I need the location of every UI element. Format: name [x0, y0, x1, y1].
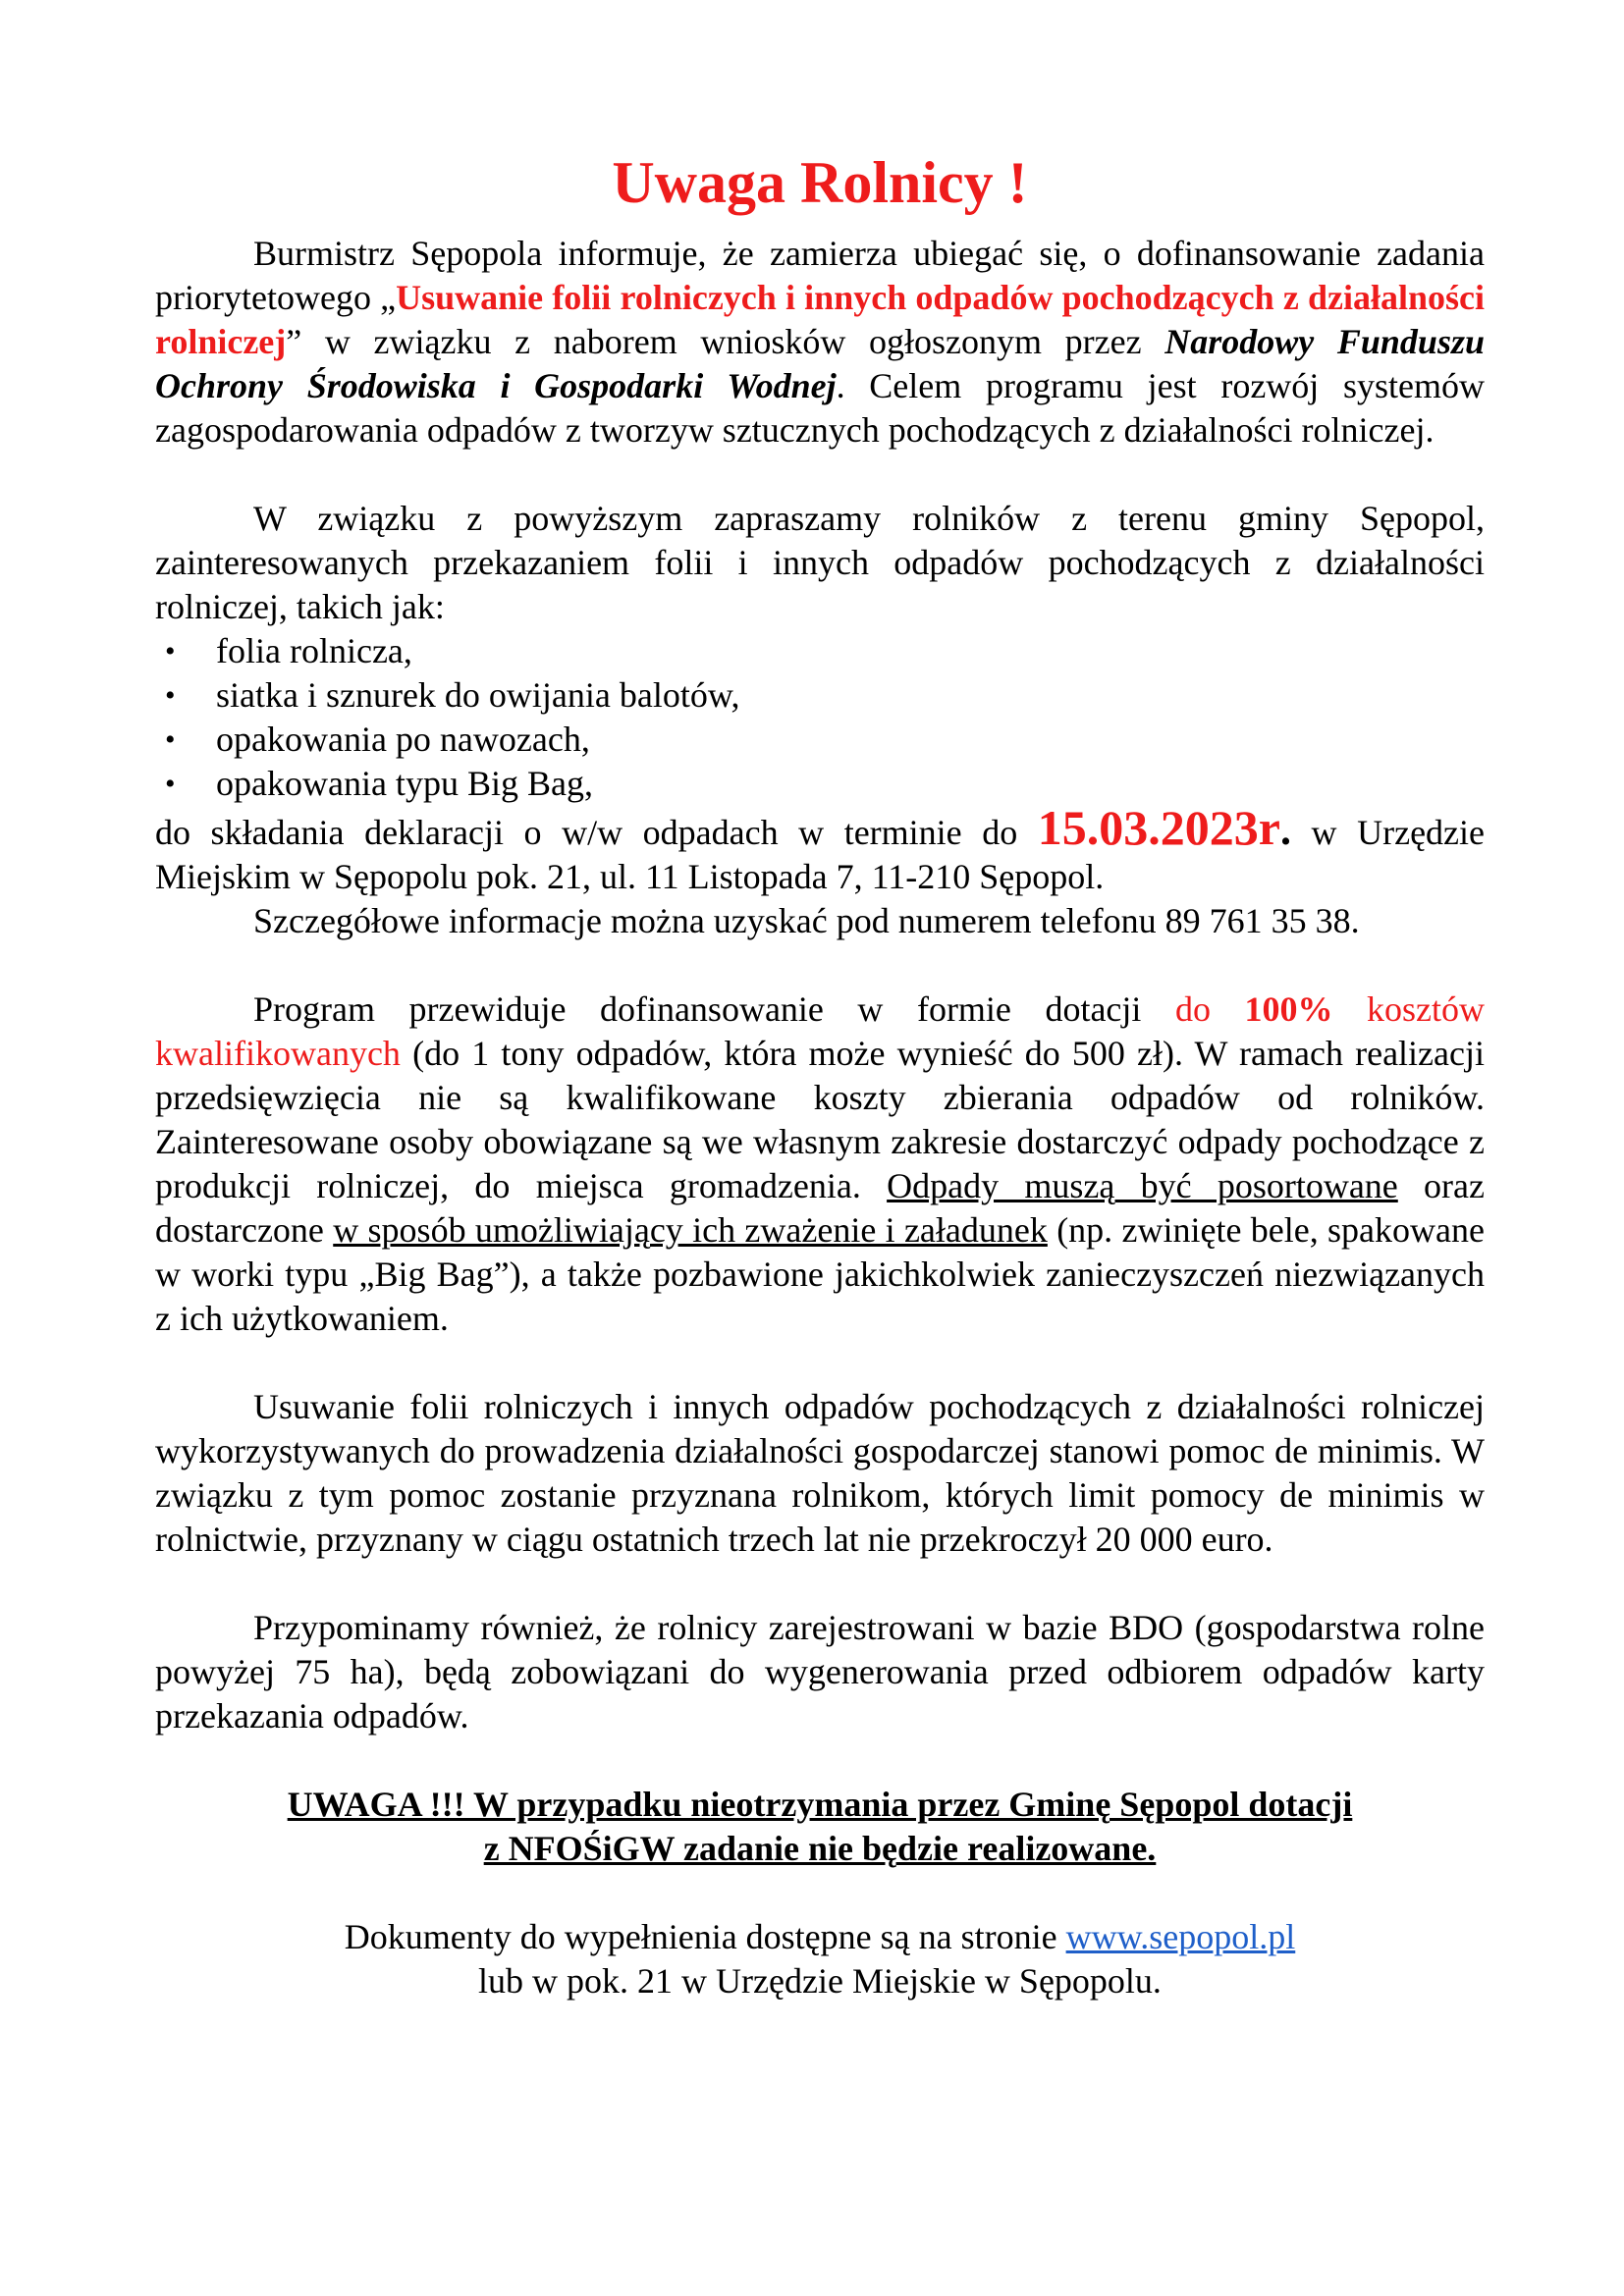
- deadline-text-2: w Urzędzie Miejskim w Sępopolu pok. 21, ul. 11 Listopada 7, 11-210 Sępopol.: [155, 813, 1486, 896]
- list-item-text: siatka i sznurek do owijania balotów,: [216, 675, 740, 715]
- list-item: [155, 629, 1485, 673]
- footer-line-1: [155, 1915, 1485, 1959]
- list-item: [155, 762, 1485, 806]
- list-item-text: opakowania po nawozach,: [216, 720, 590, 759]
- paragraph-de-minimis: Usuwanie folii rolniczych i innych odpadów pochodzących z działalności rolniczej wykorzystywanych do prowadzenia działalności gospodarczej stanowi pomoc de minimis. W związku z tym pomoc zostanie przyznana rolnikom, których limit pomocy de minimis w rolnictwie, przyznany w ciągu ostatnich trzech lat nie przekroczył 20 000 euro.: [155, 1387, 1485, 1559]
- bullet-icon: •: [165, 723, 176, 756]
- list-item: [155, 673, 1485, 718]
- footer-info: [155, 1915, 1485, 2003]
- phone-info: Szczegółowe informacje można uzyskać pod numerem telefonu 89 761 35 38.: [253, 901, 1360, 940]
- deadline-text-1: do składania deklaracji o w/w odpadach w terminie do: [155, 813, 1038, 852]
- warning-notice: [155, 1783, 1485, 1871]
- program-text-2: do: [1174, 989, 1245, 1029]
- list-item-text: opakowania typu Big Bag,: [216, 764, 593, 803]
- loading-requirement: w sposób umożliwiający ich zważenie i załadunek: [333, 1210, 1048, 1250]
- bullet-icon: •: [165, 768, 176, 800]
- page-title: Uwaga Rolnicy !: [612, 150, 1028, 215]
- list-item-text: folia rolnicza,: [216, 631, 412, 670]
- intro-text-2: ” w związku z naborem wniosków ogłoszonym przez: [286, 322, 1165, 361]
- sorted-requirement: Odpady muszą być posortowane: [887, 1166, 1398, 1205]
- warning-line-1: UWAGA !!! W przypadku nieotrzymania przez Gminę Sępopol dotacji: [287, 1785, 1353, 1824]
- deadline-dot: .: [1279, 806, 1291, 854]
- list-item: [155, 718, 1485, 762]
- bullet-icon: •: [165, 635, 176, 667]
- program-text-5: oraz dostarczone: [155, 1166, 1485, 1250]
- paragraph-bdo: Przypominamy również, że rolnicy zarejestrowani w bazie BDO (gospodarstwa rolne powyżej 75 ha), będą zobowiązani do wygenerowania przed odbiorem odpadów karty przekazania odpadów.: [155, 1608, 1485, 1735]
- website-link[interactable]: www.sepopol.pl: [1065, 1917, 1296, 1956]
- task-name: Usuwanie folii rolniczych i innych odpadów pochodzących z działalności rolniczej: [155, 278, 1485, 361]
- footer-line-2: lub w pok. 21 w Urzędzie Miejskie w Sępopolu.: [478, 1961, 1162, 2001]
- program-text-1: Program przewiduje dofinansowanie w formie dotacji: [253, 989, 1175, 1029]
- warning-line-2: z NFOŚiGW zadanie nie będzie realizowane.: [483, 1829, 1157, 1868]
- program-text-3: kosztów kwalifikowanych: [155, 989, 1485, 1073]
- intro-text-3: . Celem programu jest rozwój systemów zagospodarowania odpadów z tworzyw sztucznych pochodzących z działalności rolniczej.: [155, 366, 1485, 450]
- program-text-4: (do 1 tony odpadów, która może wynieść do 500 zł). W ramach realizacji przedsięwzięcia nie są kwalifikowane koszty zbierania odpadów od rolników. Zainteresowane osoby obowiązane są we własnym zakresie dostarczyć odpady pochodzące z produkcji rolniczej, do miejsca gromadzenia.: [155, 1034, 1485, 1205]
- bullet-icon: •: [165, 679, 176, 712]
- paragraph-invitation: W związku z powyższym zapraszamy rolników z terenu gminy Sępopol, zainteresowanych przekazaniem folii i innych odpadów pochodzących z działalności rolniczej, takich jak:: [155, 499, 1485, 626]
- paragraph-intro: [155, 232, 1485, 453]
- funding-percent: 100%: [1244, 989, 1333, 1029]
- intro-text-1: Burmistrz Sępopola informuje, że zamierza ubiegać się, o dofinansowanie zadania priorytetowego „: [155, 234, 1485, 317]
- deadline-paragraph: [155, 800, 1486, 899]
- deadline-date: 15.03.2023r: [1037, 800, 1280, 855]
- program-text-6: (np. zwinięte bele, spakowane w worki typu „Big Bag”), a także pozbawione jakichkolwiek zanieczyszczeń niezwiązanych z ich użytkowaniem.: [155, 1210, 1485, 1338]
- fund-name: Narodowy Funduszu Ochrony Środowiska i Gospodarki Wodnej: [155, 322, 1485, 405]
- footer-text: Dokumenty do wypełnienia dostępne są na stronie: [344, 1917, 1066, 1956]
- waste-list: [155, 629, 1485, 806]
- document-page: [155, 147, 1485, 2003]
- paragraph-program: [155, 988, 1485, 1341]
